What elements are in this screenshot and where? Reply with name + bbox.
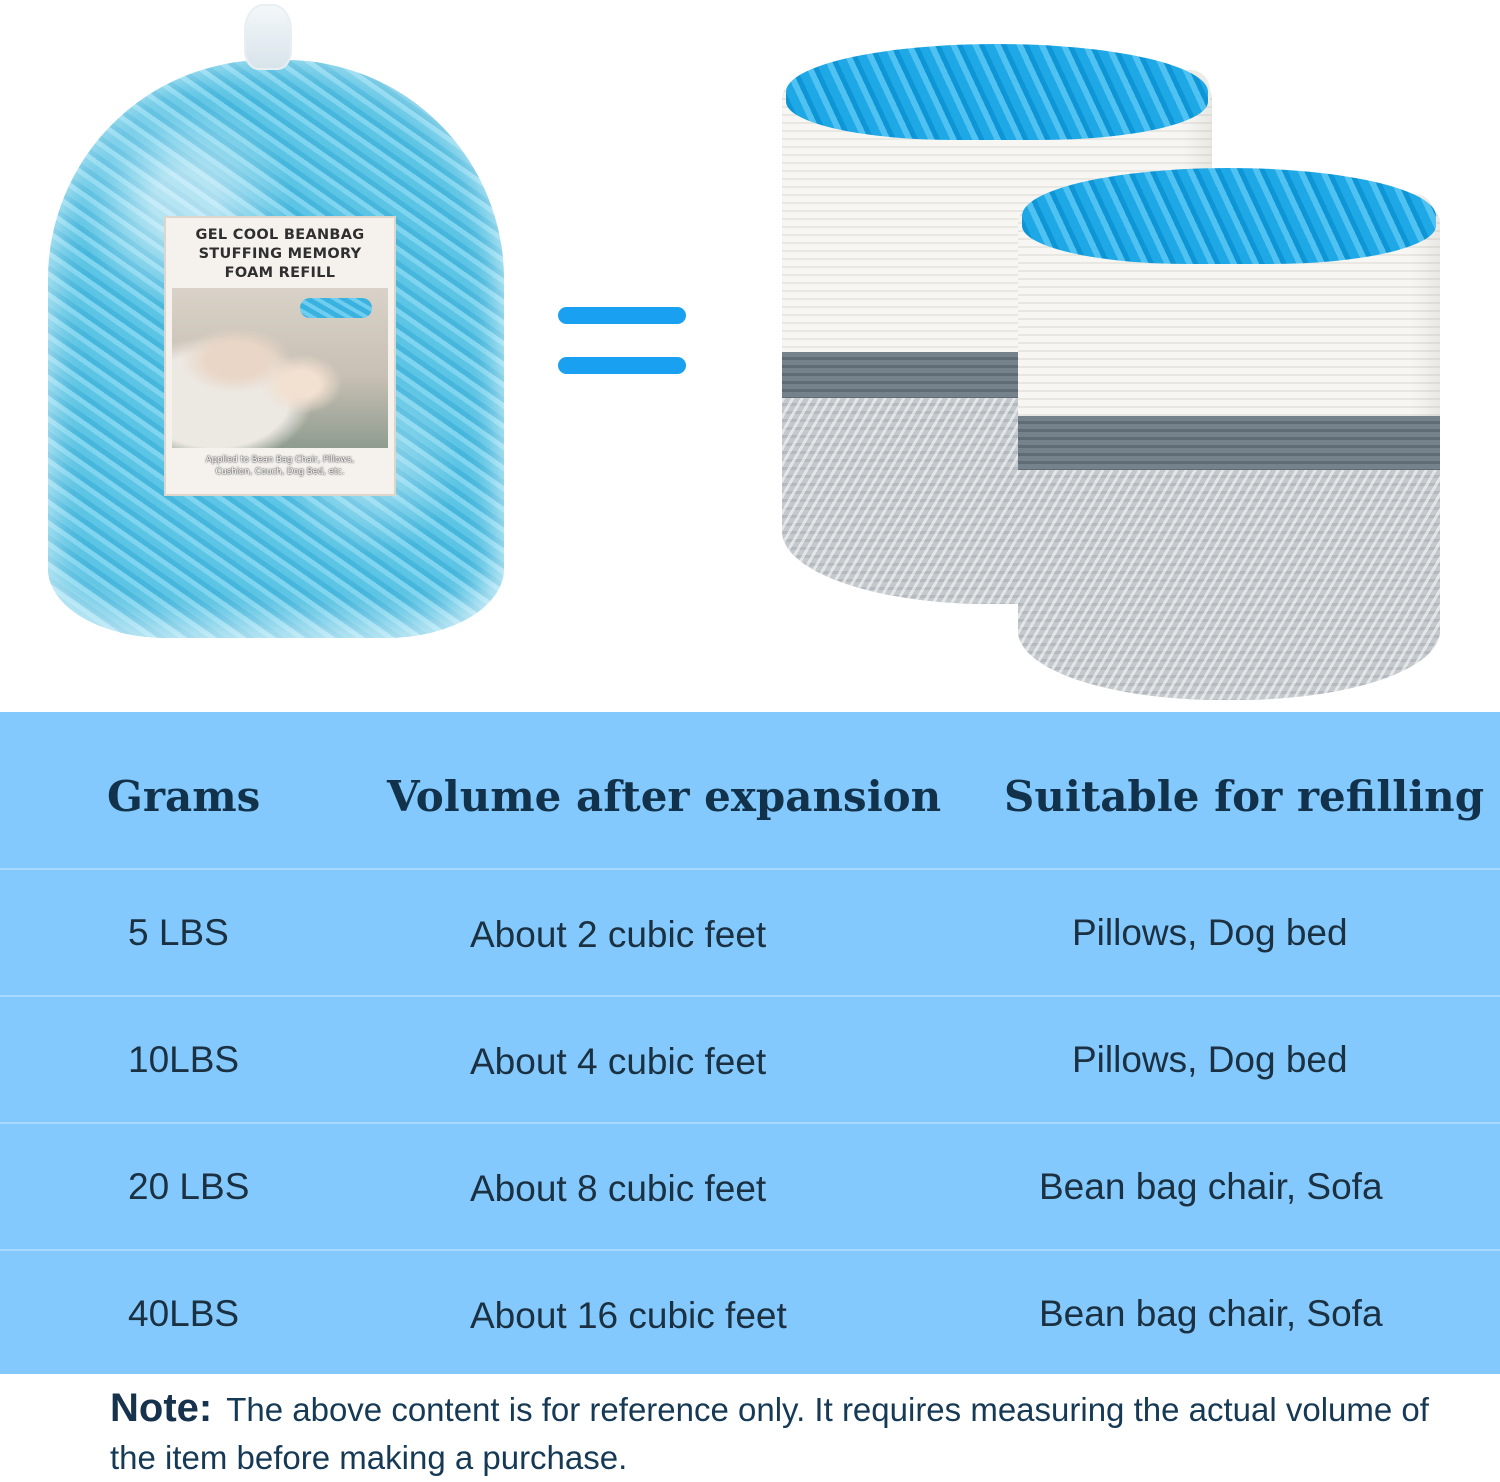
- bag-knot: [244, 4, 292, 70]
- cell-grams: 5 LBS: [128, 912, 229, 953]
- header-grams: Grams: [107, 772, 261, 821]
- table-row: [0, 870, 1500, 997]
- reference-note: [110, 1384, 1430, 1482]
- cell-grams: 40LBS: [128, 1293, 240, 1334]
- basket-body: [1018, 208, 1440, 700]
- basket-front-image: [1018, 168, 1440, 700]
- basket-lower: [1018, 470, 1440, 700]
- bag-product-label: [164, 216, 396, 496]
- basket-stripe: [1018, 416, 1440, 470]
- bag-label-caption: Applied to Bean Bag Chair, Pillows, Cushion, Couch, Dog Bed, etc.: [205, 455, 355, 477]
- cell-volume: About 4 cubic feet: [470, 1041, 767, 1082]
- foam-swatch-icon: [300, 298, 372, 318]
- cell-volume: About 16 cubic feet: [470, 1295, 787, 1336]
- header-volume: Volume after expansion: [387, 772, 942, 821]
- foam-pile: [1022, 168, 1436, 264]
- size-comparison-table: [0, 712, 1500, 1374]
- cell-volume: About 8 cubic feet: [470, 1168, 767, 1209]
- equals-bar-top: [558, 307, 686, 324]
- cell-grams: 20 LBS: [128, 1166, 250, 1207]
- cell-grams: 10LBS: [128, 1039, 240, 1080]
- cell-suitable: Pillows, Dog bed: [1072, 1039, 1348, 1080]
- table-header-row: [0, 712, 1500, 870]
- cell-volume: About 2 cubic feet: [470, 914, 767, 955]
- table-row: [0, 997, 1500, 1124]
- cell-suitable: Bean bag chair, Sofa: [1039, 1293, 1383, 1334]
- bag-label-title: GEL COOL BEANBAG STUFFING MEMORY FOAM REFILL: [195, 227, 365, 281]
- table-row: [0, 1251, 1500, 1374]
- equals-bar-bottom: [558, 357, 686, 374]
- cell-suitable: Bean bag chair, Sofa: [1039, 1166, 1383, 1207]
- note-text: The above content is for reference only. It requires measuring the actual volume of the item before making a purchase.: [110, 1391, 1429, 1476]
- foam-pile: [786, 44, 1208, 140]
- product-hero: [0, 0, 1500, 712]
- table-row: [0, 1124, 1500, 1251]
- note-label: Note:: [110, 1386, 213, 1430]
- cell-suitable: Pillows, Dog bed: [1072, 912, 1348, 953]
- header-suitable: Suitable for refilling: [1004, 772, 1485, 821]
